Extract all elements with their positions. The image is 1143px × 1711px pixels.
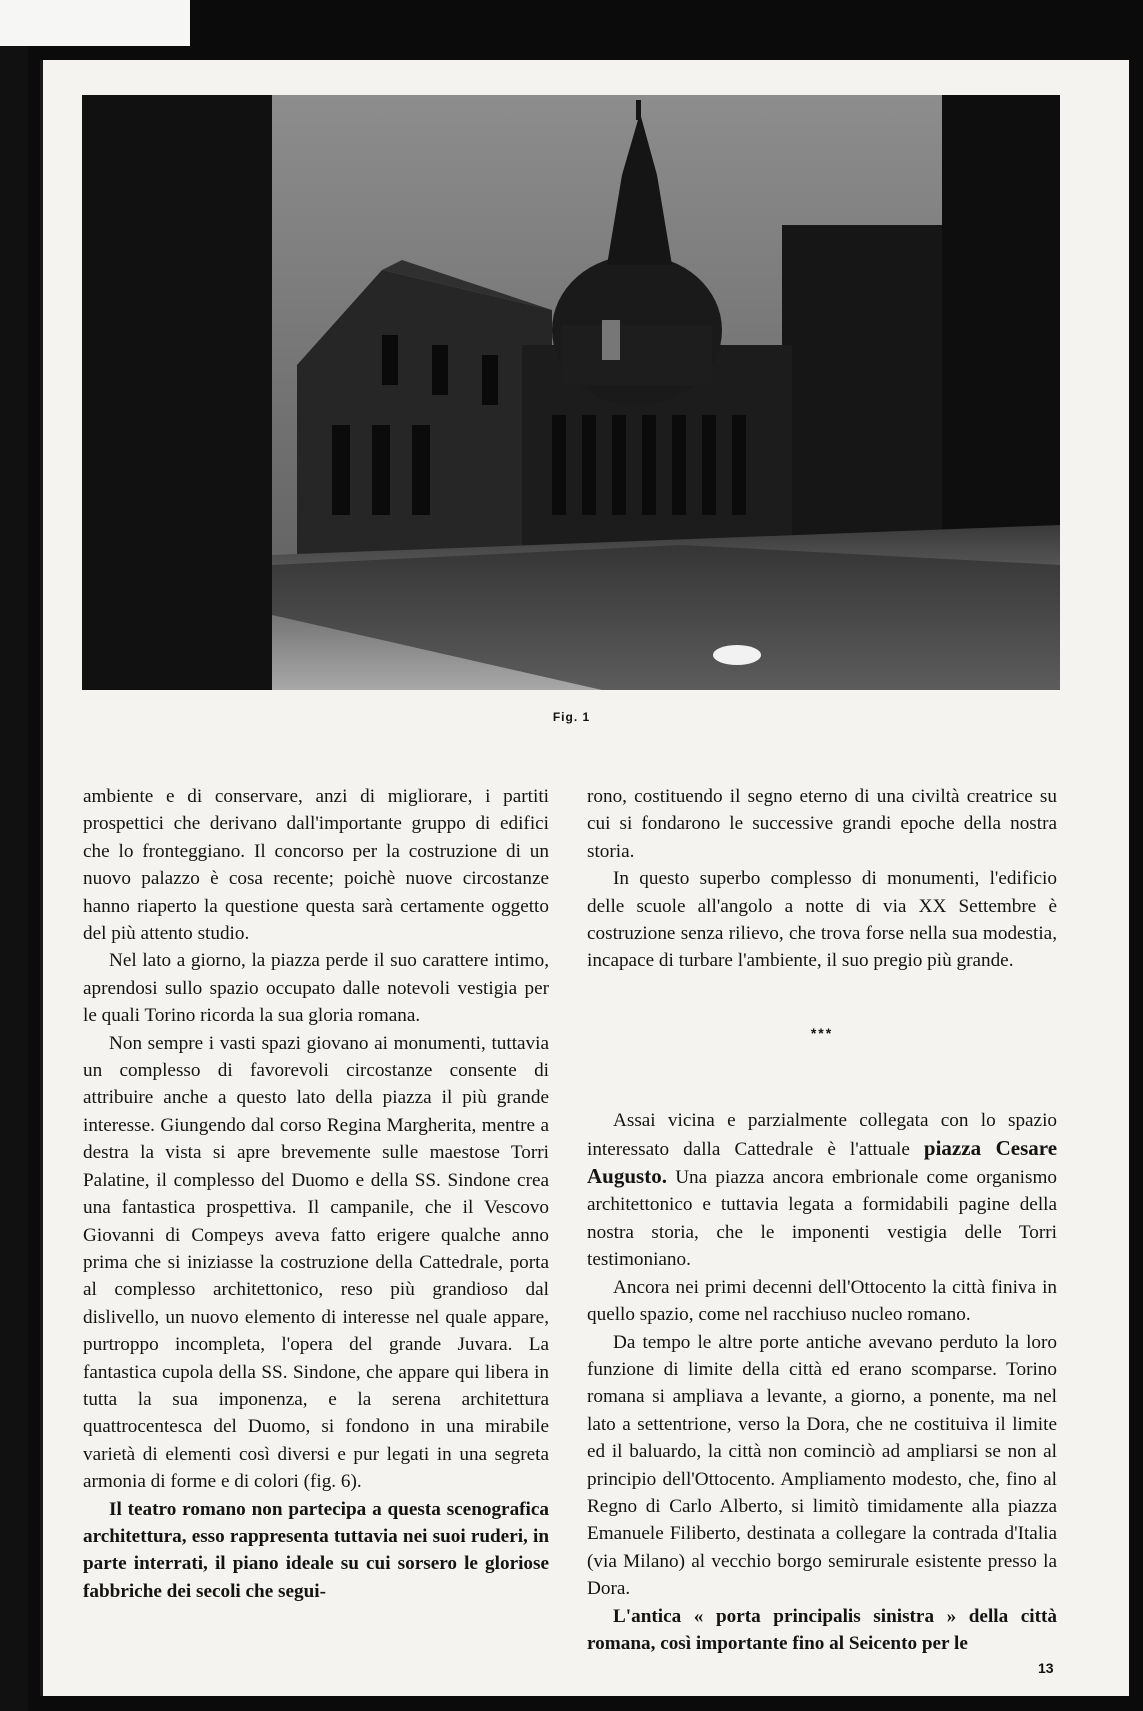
right-paragraph-1: rono, costituendo il segno eterno di una civiltà creatrice su cui si fondarono le successive grandi epoche della nostra storia. bbox=[587, 786, 1057, 862]
left-paragraph-1: ambiente e di conservare, anzi di migliorare, i partiti prospettici che derivano dall'importante gruppo di edifici che lo fronteggiano. Il concorso per la costruzione di un nuovo palazzo è cosa recente; poichè nuove circostanze hanno riaperto la questione questa sarà certamente oggetto del più attento studio. bbox=[83, 786, 549, 945]
left-paragraph-4: Il teatro romano non partecipa a questa scenografica architettura, esso rappresenta tuttavia nei suoi ruderi, in parte interrati, il piano ideale su cui sorsero le gloriose fabbriche dei secoli che segui- bbox=[83, 1498, 549, 1602]
page-number: 13 bbox=[1038, 1660, 1054, 1676]
figure-caption: Fig. 1 bbox=[552, 710, 591, 724]
left-paragraph-3: Non sempre i vasti spazi giovano ai monumenti, tuttavia un complesso di favorevoli circostanze consente di attribuire anche a questo lato della piazza il più grande interesse. Giungendo dal corso Regina Margherita, mentre a destra la vista si apre brevemente sulle maestose Torri Palatine, il complesso del Duomo e della SS. Sindone crea una fantastica prospettiva. Il campanile, che il Vescovo Giovanni di Compeys aveva fatto erigere qualche anno prima che si iniziasse la costruzione della Cattedrale, porta al complesso architettonico, reso più grandioso dal dislivello, un nuovo elemento di interesse nel quale appare, purtroppo incompleta, l'opera del grande Juvara. La fantastica cupola della SS. Sindone, che appare qui libera in tutta la sua imponenza, e la serena architettura quattrocentesca del Duomo, si fondono in una mirabile varietà di elementi così diversi e pur legati in una segreta armonia di forme e di colori (fig. 6). bbox=[83, 1032, 549, 1493]
scan-margin bbox=[0, 0, 190, 46]
binding-shadow bbox=[0, 46, 28, 1711]
right-paragraph-2: In questo superbo complesso di monumenti, l'edificio delle scuole all'angolo a notte di via XX Settembre è costruzione senza rilievo, che trova forse nella sua modestia, incapace di turbare l'ambiente, il suo pregio più grande. bbox=[587, 868, 1057, 972]
right-paragraph-3 bbox=[587, 1107, 1057, 1273]
right-paragraph-3-lead: Assai vicina e parzialmente collegata con lo spazio interessato dalla Cattedrale è l'attuale bbox=[587, 1110, 1057, 1160]
right-text-column bbox=[587, 783, 1057, 1657]
right-paragraph-3-rest: Una piazza ancora embrionale come organismo architettonico e tuttavia legata a formidabili pagine della nostra storia, che le imponenti vestigia delle Torri testimoniano. bbox=[587, 1167, 1057, 1271]
right-paragraph-4: Ancora nei primi decenni dell'Ottocento la città finiva in quello spazio, come nel racchiuso nucleo romano. bbox=[587, 1276, 1057, 1326]
section-separator: *** bbox=[810, 1024, 834, 1041]
left-paragraph-2: Nel lato a giorno, la piazza perde il suo carattere intimo, aprendosi sullo spazio occupato dalle notevoli vestigia per le quali Torino ricorda la sua gloria romana. bbox=[83, 950, 549, 1027]
right-paragraph-6: L'antica « porta principalis sinistra » della città romana, così importante fino al Seicento per le bbox=[587, 1605, 1057, 1654]
cathedral-photo-drawing bbox=[82, 95, 1060, 690]
right-paragraph-5: Da tempo le altre porte antiche avevano perduto la loro funzione di limite della città ed erano scomparse. Torino romana si ampliava a levante, a giorno, a ponente, ma nel lato a settentrione, verso la Dora, che ne costituiva il limite ed il baluardo, la città non cominciò ad ampliarsi se non al principio dell'Ottocento. Ampliamento modesto, che, fino al Regno di Carlo Alberto, si limitò timidamente alla piazza Emanuele Filiberto, destinata a collegare la contrada d'Italia (via Milano) al vecchio borgo semirurale esistente presso la Dora. bbox=[587, 1331, 1057, 1600]
piazza-name: piazza Cesare Augusto. bbox=[587, 1135, 1058, 1189]
cathedral-photo bbox=[82, 95, 1060, 690]
left-text-column bbox=[83, 783, 549, 1605]
